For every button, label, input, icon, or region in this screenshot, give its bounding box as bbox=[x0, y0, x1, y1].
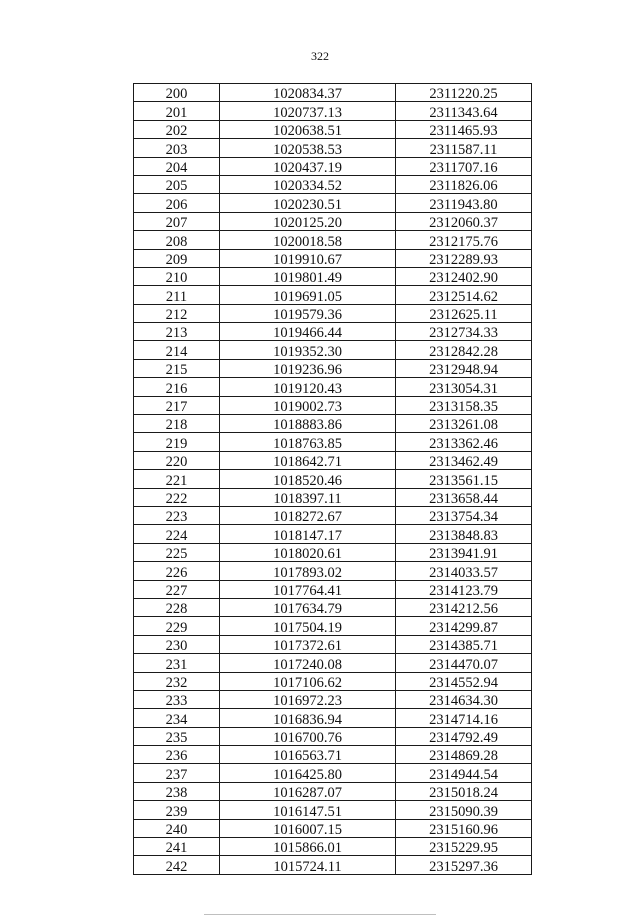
x-coordinate-cell: 1019691.05 bbox=[220, 286, 396, 304]
y-coordinate-cell: 2314714.16 bbox=[396, 709, 532, 727]
y-coordinate-cell: 2311826.06 bbox=[396, 175, 532, 193]
table-row bbox=[134, 727, 532, 745]
point-number-cell: 218 bbox=[134, 415, 220, 433]
x-coordinate-cell: 1018272.67 bbox=[220, 506, 396, 524]
y-coordinate-cell: 2312289.93 bbox=[396, 249, 532, 267]
y-coordinate-cell: 2311220.25 bbox=[396, 84, 532, 102]
point-number-cell: 235 bbox=[134, 727, 220, 745]
x-coordinate-cell: 1020834.37 bbox=[220, 84, 396, 102]
x-coordinate-cell: 1016563.71 bbox=[220, 746, 396, 764]
point-number-cell: 220 bbox=[134, 451, 220, 469]
table-row bbox=[134, 212, 532, 230]
table-row bbox=[134, 415, 532, 433]
point-number-cell: 215 bbox=[134, 359, 220, 377]
x-coordinate-cell: 1020334.52 bbox=[220, 175, 396, 193]
table-row bbox=[134, 84, 532, 102]
x-coordinate-cell: 1019352.30 bbox=[220, 341, 396, 359]
table-row bbox=[134, 451, 532, 469]
table-row bbox=[134, 856, 532, 874]
y-coordinate-cell: 2314869.28 bbox=[396, 746, 532, 764]
table-row bbox=[134, 506, 532, 524]
x-coordinate-cell: 1016287.07 bbox=[220, 782, 396, 800]
table-row bbox=[134, 396, 532, 414]
x-coordinate-cell: 1019236.96 bbox=[220, 359, 396, 377]
point-number-cell: 222 bbox=[134, 488, 220, 506]
y-coordinate-cell: 2314792.49 bbox=[396, 727, 532, 745]
y-coordinate-cell: 2313462.49 bbox=[396, 451, 532, 469]
point-number-cell: 238 bbox=[134, 782, 220, 800]
table-row bbox=[134, 157, 532, 175]
x-coordinate-cell: 1020538.53 bbox=[220, 139, 396, 157]
x-coordinate-cell: 1017240.08 bbox=[220, 654, 396, 672]
point-number-cell: 216 bbox=[134, 378, 220, 396]
point-number-cell: 205 bbox=[134, 175, 220, 193]
point-number-cell: 227 bbox=[134, 580, 220, 598]
y-coordinate-cell: 2311707.16 bbox=[396, 157, 532, 175]
y-coordinate-cell: 2315018.24 bbox=[396, 782, 532, 800]
point-number-cell: 225 bbox=[134, 543, 220, 561]
y-coordinate-cell: 2315297.36 bbox=[396, 856, 532, 874]
y-coordinate-cell: 2313658.44 bbox=[396, 488, 532, 506]
point-number-cell: 226 bbox=[134, 562, 220, 580]
y-coordinate-cell: 2314123.79 bbox=[396, 580, 532, 598]
table-row bbox=[134, 635, 532, 653]
x-coordinate-cell: 1016972.23 bbox=[220, 690, 396, 708]
x-coordinate-cell: 1016425.80 bbox=[220, 764, 396, 782]
x-coordinate-cell: 1018397.11 bbox=[220, 488, 396, 506]
table-row bbox=[134, 598, 532, 616]
table-row bbox=[134, 231, 532, 249]
point-number-cell: 230 bbox=[134, 635, 220, 653]
table-row bbox=[134, 746, 532, 764]
point-number-cell: 206 bbox=[134, 194, 220, 212]
y-coordinate-cell: 2311465.93 bbox=[396, 120, 532, 138]
x-coordinate-cell: 1016836.94 bbox=[220, 709, 396, 727]
x-coordinate-cell: 1019120.43 bbox=[220, 378, 396, 396]
x-coordinate-cell: 1020638.51 bbox=[220, 120, 396, 138]
y-coordinate-cell: 2314212.56 bbox=[396, 598, 532, 616]
table-row bbox=[134, 488, 532, 506]
x-coordinate-cell: 1019579.36 bbox=[220, 304, 396, 322]
table-row bbox=[134, 838, 532, 856]
point-number-cell: 229 bbox=[134, 617, 220, 635]
coordinate-table bbox=[133, 83, 532, 875]
y-coordinate-cell: 2312514.62 bbox=[396, 286, 532, 304]
point-number-cell: 202 bbox=[134, 120, 220, 138]
x-coordinate-cell: 1017634.79 bbox=[220, 598, 396, 616]
table-row bbox=[134, 525, 532, 543]
point-number-cell: 232 bbox=[134, 672, 220, 690]
y-coordinate-cell: 2313848.83 bbox=[396, 525, 532, 543]
table-row bbox=[134, 543, 532, 561]
x-coordinate-cell: 1020125.20 bbox=[220, 212, 396, 230]
x-coordinate-cell: 1020737.13 bbox=[220, 102, 396, 120]
point-number-cell: 234 bbox=[134, 709, 220, 727]
y-coordinate-cell: 2315160.96 bbox=[396, 819, 532, 837]
x-coordinate-cell: 1017106.62 bbox=[220, 672, 396, 690]
y-coordinate-cell: 2313941.91 bbox=[396, 543, 532, 561]
table-row bbox=[134, 654, 532, 672]
table-row bbox=[134, 120, 532, 138]
point-number-cell: 236 bbox=[134, 746, 220, 764]
x-coordinate-cell: 1016007.15 bbox=[220, 819, 396, 837]
point-number-cell: 213 bbox=[134, 323, 220, 341]
point-number-cell: 240 bbox=[134, 819, 220, 837]
x-coordinate-cell: 1020437.19 bbox=[220, 157, 396, 175]
y-coordinate-cell: 2314552.94 bbox=[396, 672, 532, 690]
x-coordinate-cell: 1020230.51 bbox=[220, 194, 396, 212]
x-coordinate-cell: 1017764.41 bbox=[220, 580, 396, 598]
table-row bbox=[134, 764, 532, 782]
point-number-cell: 228 bbox=[134, 598, 220, 616]
table-row bbox=[134, 617, 532, 635]
table-row bbox=[134, 359, 532, 377]
y-coordinate-cell: 2312948.94 bbox=[396, 359, 532, 377]
table-row bbox=[134, 580, 532, 598]
y-coordinate-cell: 2311587.11 bbox=[396, 139, 532, 157]
table-row bbox=[134, 102, 532, 120]
x-coordinate-cell: 1019910.67 bbox=[220, 249, 396, 267]
y-coordinate-cell: 2311943.80 bbox=[396, 194, 532, 212]
point-number-cell: 203 bbox=[134, 139, 220, 157]
x-coordinate-cell: 1018020.61 bbox=[220, 543, 396, 561]
point-number-cell: 209 bbox=[134, 249, 220, 267]
table-row bbox=[134, 249, 532, 267]
x-coordinate-cell: 1015724.11 bbox=[220, 856, 396, 874]
table-row bbox=[134, 267, 532, 285]
y-coordinate-cell: 2313754.34 bbox=[396, 506, 532, 524]
point-number-cell: 242 bbox=[134, 856, 220, 874]
bottom-rule bbox=[204, 914, 436, 915]
y-coordinate-cell: 2314033.57 bbox=[396, 562, 532, 580]
y-coordinate-cell: 2312842.28 bbox=[396, 341, 532, 359]
y-coordinate-cell: 2313362.46 bbox=[396, 433, 532, 451]
y-coordinate-cell: 2312625.11 bbox=[396, 304, 532, 322]
point-number-cell: 204 bbox=[134, 157, 220, 175]
table-row bbox=[134, 709, 532, 727]
point-number-cell: 239 bbox=[134, 801, 220, 819]
point-number-cell: 219 bbox=[134, 433, 220, 451]
table-row bbox=[134, 341, 532, 359]
page-number: 322 bbox=[311, 49, 329, 63]
point-number-cell: 211 bbox=[134, 286, 220, 304]
y-coordinate-cell: 2313054.31 bbox=[396, 378, 532, 396]
y-coordinate-cell: 2312175.76 bbox=[396, 231, 532, 249]
table-row bbox=[134, 562, 532, 580]
x-coordinate-cell: 1017504.19 bbox=[220, 617, 396, 635]
x-coordinate-cell: 1020018.58 bbox=[220, 231, 396, 249]
x-coordinate-cell: 1016700.76 bbox=[220, 727, 396, 745]
y-coordinate-cell: 2314385.71 bbox=[396, 635, 532, 653]
point-number-cell: 223 bbox=[134, 506, 220, 524]
y-coordinate-cell: 2312734.33 bbox=[396, 323, 532, 341]
x-coordinate-cell: 1018763.85 bbox=[220, 433, 396, 451]
point-number-cell: 241 bbox=[134, 838, 220, 856]
y-coordinate-cell: 2315090.39 bbox=[396, 801, 532, 819]
x-coordinate-cell: 1018147.17 bbox=[220, 525, 396, 543]
point-number-cell: 221 bbox=[134, 470, 220, 488]
y-coordinate-cell: 2311343.64 bbox=[396, 102, 532, 120]
table-row bbox=[134, 782, 532, 800]
x-coordinate-cell: 1019801.49 bbox=[220, 267, 396, 285]
point-number-cell: 231 bbox=[134, 654, 220, 672]
point-number-cell: 217 bbox=[134, 396, 220, 414]
y-coordinate-cell: 2314299.87 bbox=[396, 617, 532, 635]
y-coordinate-cell: 2312060.37 bbox=[396, 212, 532, 230]
y-coordinate-cell: 2313158.35 bbox=[396, 396, 532, 414]
y-coordinate-cell: 2313261.08 bbox=[396, 415, 532, 433]
y-coordinate-cell: 2315229.95 bbox=[396, 838, 532, 856]
table-row bbox=[134, 323, 532, 341]
table-row bbox=[134, 801, 532, 819]
x-coordinate-cell: 1018520.46 bbox=[220, 470, 396, 488]
table-row bbox=[134, 433, 532, 451]
point-number-cell: 233 bbox=[134, 690, 220, 708]
point-number-cell: 201 bbox=[134, 102, 220, 120]
x-coordinate-cell: 1017893.02 bbox=[220, 562, 396, 580]
point-number-cell: 212 bbox=[134, 304, 220, 322]
x-coordinate-cell: 1019002.73 bbox=[220, 396, 396, 414]
point-number-cell: 237 bbox=[134, 764, 220, 782]
point-number-cell: 200 bbox=[134, 84, 220, 102]
point-number-cell: 214 bbox=[134, 341, 220, 359]
x-coordinate-cell: 1019466.44 bbox=[220, 323, 396, 341]
x-coordinate-cell: 1017372.61 bbox=[220, 635, 396, 653]
coordinate-table-body bbox=[134, 84, 532, 875]
y-coordinate-cell: 2314944.54 bbox=[396, 764, 532, 782]
table-row bbox=[134, 194, 532, 212]
point-number-cell: 208 bbox=[134, 231, 220, 249]
y-coordinate-cell: 2312402.90 bbox=[396, 267, 532, 285]
table-row bbox=[134, 139, 532, 157]
table-row bbox=[134, 690, 532, 708]
x-coordinate-cell: 1018883.86 bbox=[220, 415, 396, 433]
x-coordinate-cell: 1018642.71 bbox=[220, 451, 396, 469]
point-number-cell: 224 bbox=[134, 525, 220, 543]
x-coordinate-cell: 1015866.01 bbox=[220, 838, 396, 856]
table-row bbox=[134, 304, 532, 322]
point-number-cell: 210 bbox=[134, 267, 220, 285]
table-row bbox=[134, 819, 532, 837]
point-number-cell: 207 bbox=[134, 212, 220, 230]
y-coordinate-cell: 2313561.15 bbox=[396, 470, 532, 488]
table-row bbox=[134, 286, 532, 304]
table-row bbox=[134, 672, 532, 690]
table-row bbox=[134, 175, 532, 193]
y-coordinate-cell: 2314470.07 bbox=[396, 654, 532, 672]
table-row bbox=[134, 378, 532, 396]
table-row bbox=[134, 470, 532, 488]
x-coordinate-cell: 1016147.51 bbox=[220, 801, 396, 819]
y-coordinate-cell: 2314634.30 bbox=[396, 690, 532, 708]
